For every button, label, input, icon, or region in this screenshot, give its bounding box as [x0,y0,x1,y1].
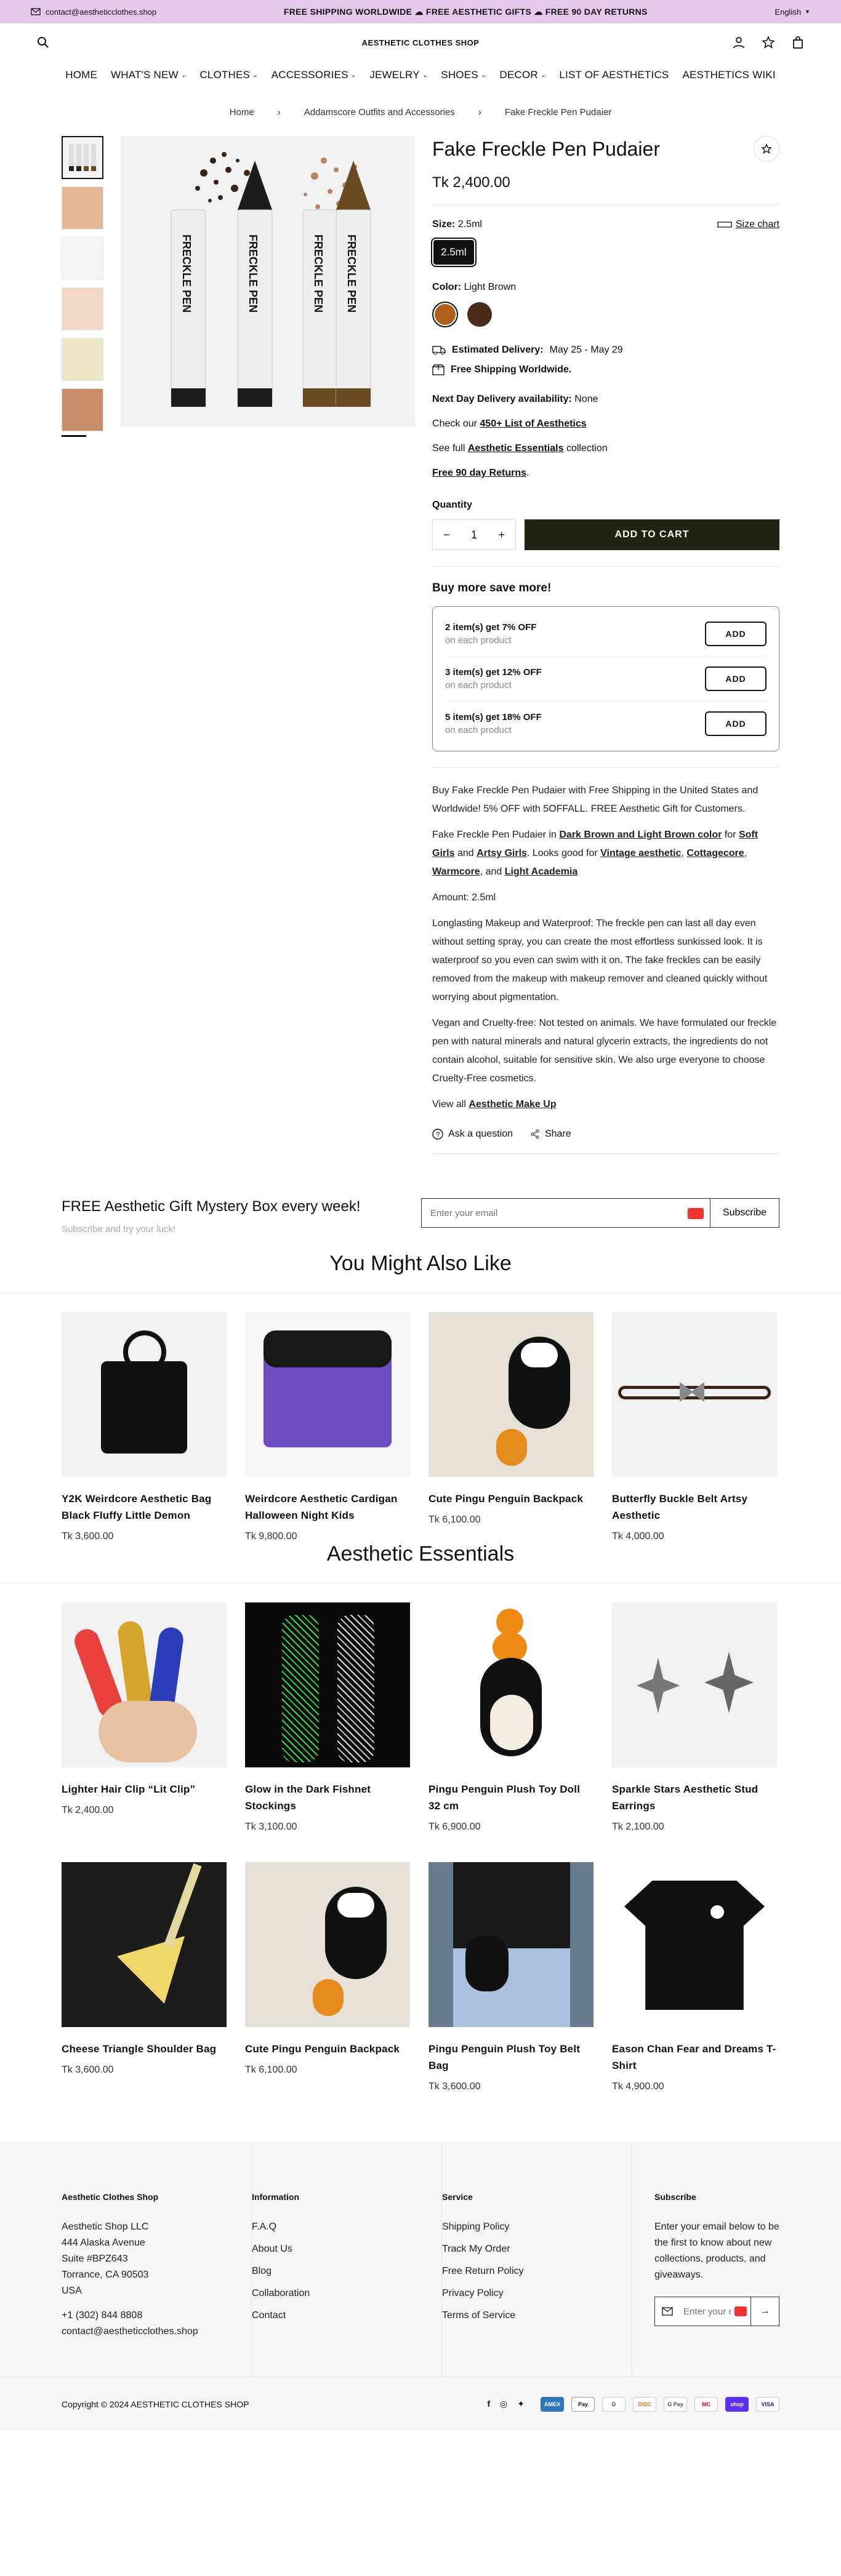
thumbnail-5[interactable] [62,338,103,381]
footer-bottom [0,2377,841,2431]
copyright: Copyright © 2024 AESTHETIC CLOTHES SHOP [62,2399,249,2409]
divider [432,1153,779,1154]
product-card-price: Tk 3,600.00 [62,2065,114,2075]
nav-accessories[interactable]: ACCESSORIES ⌄ [271,69,356,81]
size-option-2-5ml[interactable]: 2.5ml [432,239,475,266]
nav-list-of-aesthetics[interactable]: LIST OF AESTHETICS [559,69,669,81]
product-card-image[interactable] [62,1312,227,1477]
footer-link-faq[interactable]: F.A.Q [252,2222,277,2232]
question-icon [432,1129,443,1140]
footer-company-title: Aesthetic Clothes Shop [62,2192,159,2202]
divider [432,205,779,206]
product-card-image[interactable] [612,1602,777,1767]
product-card-image[interactable] [245,1602,410,1767]
product-card[interactable] [62,1862,227,2092]
product-card-image[interactable] [612,1312,777,1477]
add-to-wishlist-button[interactable] [754,136,779,162]
address-line: 444 Alaska Avenue [62,2238,145,2248]
plus-icon[interactable]: + [498,528,505,541]
truck-icon [432,345,446,355]
breadcrumb-home[interactable]: Home [229,107,254,118]
bundle-title: Buy more save more! [432,582,552,594]
amex-icon: AMEX [541,2397,564,2412]
thumbnail-1[interactable] [62,136,103,179]
estimated-delivery-label: Estimated Delivery: [452,345,544,355]
address-line: Torrance, CA 90503 [62,2270,149,2280]
footer-phone[interactable]: +1 (302) 844 8808 [62,2310,143,2321]
product-card-price: Tk 3,100.00 [245,1822,297,1832]
swatch-light-brown[interactable] [432,302,458,327]
product-card[interactable] [245,1862,410,2092]
thumbnail-3[interactable] [62,237,103,280]
bundle-offer-3: 3 item(s) get 12% OFF on each product ADD [445,657,767,702]
description-colors: Fake Freckle Pen Pudaier in Dark Brown and Light Brown color for Soft Girls and Artsy Girls. Looks good for Vintage aesthetic, Cottagecore, Warmcore, and Light Academia [432,830,759,877]
size-chart-text: Size chart [735,219,779,230]
site-header [0,23,841,62]
star-icon [762,144,771,154]
product-card-name[interactable]: Sparkle Stars Aesthetic Stud Earrings [612,1783,759,1812]
footer-company [62,2142,252,2377]
thumbnail-6[interactable] [62,388,103,431]
announcement-bar [0,0,841,23]
ruler-icon [717,221,732,228]
product-card-image[interactable] [245,1862,410,2027]
product-card[interactable] [245,1312,410,1542]
essentials-link[interactable]: Aesthetic Essentials [467,443,564,454]
product-card[interactable] [62,1602,227,1833]
freckle-pen-illustration [121,136,415,426]
newsletter-title: FREE Aesthetic Gift Mystery Box every week! [62,1198,361,1215]
payment-methods [541,2397,779,2412]
footer-service [442,2142,632,2377]
footer-email-input[interactable] [680,2306,734,2317]
address-line: USA [62,2286,82,2296]
related-title: You Might Also Like [329,1252,512,1275]
share-icon [530,1129,540,1139]
chevron-right-icon: › [277,107,281,118]
essentials-line: See full Aesthetic Essentials collection [432,443,608,454]
description-amount: Amount: 2.5ml [432,892,496,903]
nav-aesthetics-wiki[interactable]: AESTHETICS WIKI [682,69,776,81]
product-card[interactable] [612,1862,777,2092]
product-card-price: Tk 4,900.00 [612,2081,664,2092]
arrow-right-icon: → [760,2306,770,2316]
quantity-stepper [432,519,516,550]
footer-email-form [654,2297,779,2326]
footer-service-title: Service [442,2192,473,2202]
product-card-price: Tk 6,100.00 [429,1514,481,1525]
breadcrumb-collection[interactable]: Addamscore Outfits and Accessories [304,107,455,118]
product-card-price: Tk 6,900.00 [429,1822,481,1832]
address-line: Aesthetic Shop LLC [62,2222,149,2232]
artsy-girls-link[interactable]: Artsy Girls [477,848,527,858]
facebook-icon[interactable]: f [487,2399,491,2409]
contact-email-link[interactable] [31,7,156,17]
bundle-offer-5: 5 item(s) get 18% OFF on each product ADD [445,702,767,746]
chevron-down-icon: ▼ [805,9,810,15]
add-to-cart-button[interactable]: ADD TO CART [525,519,779,550]
google-pay-icon: G Pay [664,2397,687,2412]
social-links [487,2399,525,2409]
product-card[interactable] [429,1602,594,1833]
newsletter-banner [0,1198,841,1234]
size-chart-link[interactable] [717,219,779,230]
cottagecore-link[interactable]: Cottagecore [686,848,744,858]
footer-email[interactable]: contact@aestheticclothes.shop [62,2326,198,2337]
product-card-price: Tk 9,800.00 [245,1531,297,1542]
light-academia-link[interactable]: Light Academia [504,866,578,877]
box-icon [432,364,445,375]
product-card-price: Tk 2,100.00 [612,1822,664,1832]
product-description [432,782,779,1114]
chevron-down-icon: ⌄ [540,71,546,79]
newsletter-email-input[interactable] [422,1199,682,1227]
product-card-price: Tk 3,600.00 [429,2081,481,2092]
footer-link-collaboration[interactable]: Collaboration [252,2288,310,2298]
product-card-image[interactable] [245,1312,410,1477]
size-value: 2.5ml [457,219,482,230]
product-card[interactable] [245,1602,410,1833]
wishlist-star-icon[interactable] [762,36,775,49]
site-footer [0,2142,841,2377]
product-card-name[interactable]: Cute Pingu Penguin Backpack [245,2043,400,2055]
warmcore-link[interactable]: Warmcore [432,866,480,877]
product-card-name[interactable]: Cute Pingu Penguin Backpack [429,1493,584,1505]
free-shipping [432,364,779,375]
product-section [0,136,841,1167]
product-card-price: Tk 6,100.00 [245,2065,297,2075]
address-line: Suite #BPZ643 [62,2254,128,2264]
ask-question-button[interactable]: ? Ask a question [432,1129,513,1140]
description-longlasting: Longlasting Makeup and Waterproof: The freckle pen can last all day even without setting spray, you can create the most effortless sunkissed look. It is waterproof so you even can swim with it on. The fake freckles can be easily removed from the makeup with makeup remover and cleaned quickly without worrying about pigmentation. [432,918,768,1002]
description-view-all: View all Aesthetic Make Up [432,1099,557,1110]
soft-girls-link[interactable]: Soft Girls [432,830,759,858]
chevron-down-icon: ⌄ [252,71,258,79]
product-card-image[interactable] [62,1862,227,2027]
footer-link-returns[interactable]: Free Return Policy [442,2266,524,2276]
pen-label-2: FRECKLE PEN [246,234,259,313]
footer-link-blog[interactable]: Blog [252,2266,272,2276]
product-card-name[interactable]: Weirdcore Aesthetic Cardigan Halloween Night Kids [245,1493,398,1521]
product-card-name[interactable]: Pingu Penguin Plush Toy Doll 32 cm [429,1783,581,1812]
quantity-value[interactable]: 1 [471,528,478,541]
language-selector[interactable] [775,7,810,17]
bundle-add-button[interactable]: ADD [705,622,767,646]
product-card-price: Tk 4,000.00 [612,1531,664,1542]
chevron-down-icon: ⌄ [180,71,187,79]
product-price: Tk 2,400.00 [432,174,510,191]
chevron-down-icon: ⌄ [350,71,356,79]
svg-text:?: ? [435,1131,440,1138]
next-day-delivery: Next Day Delivery availability: None [432,394,598,404]
color-link[interactable]: Dark Brown and Light Brown color [559,830,722,840]
apple-pay-icon: Pay [571,2397,595,2412]
pen-label-3: FRECKLE PEN [312,234,324,313]
product-card-name[interactable]: Glow in the Dark Fishnet Stockings [245,1783,371,1812]
product-card-name[interactable]: Pingu Penguin Plush Toy Belt Bag [429,2043,581,2071]
product-info: Fake Freckle Pen Pudaier Tk 2,400.00 Size: 2.5ml Size chart 2.5ml Color: Light Brown Estimated Delivery: May 25 - May 29 Free Shipping Worldwide. Next Day Delivery availability: None Check our 450+ List of Aesthetics See full Aesthetic Essentials collection Free 90 day Returns. Quantity − 1 + ADD TO CART Buy more save more! 2 item(s) get 7% OFF on each product ADD 3 item(s) get 12% OFF on each product ADD 5 item(s) get 18% OFF on each product ADD Buy Fake Freckle Pen Pudaier with Free Shipping in the United States and Worldwide! 5% OFF with 5OFFALL. FREE Aesthetic Gift for Customers. Fake Freckle Pen Pudaier in Dark Brown and Light Brown color for Soft Girls and Artsy Girls. Looks good for Vintage aesthetic, Cottagecore, Warmcore, and Light Academia Amount: 2.5ml Longlasting Makeup and Waterproof: The freckle pen can last all day even without setting spray, you can create the most effortless sunkissed look. It is waterproof so you even can swim with it on. The fake freckles can be easily removed from the makeup with makeup remover and cleaned quickly without worrying about pigmentation. Vegan and Cruelty-free: Not tested on animals. We have formulated our freckle pen with natural minerals and natural glycerin extracts, the ingredients do not contain alcohol, suitable for sensitive skin. We also urge everyone to choose Cruelty-Free cosmetics. View all Aesthetic Make Up ? Ask a question Share [432,136,779,1167]
returns-link[interactable]: Free 90 day Returns [432,468,526,478]
footer-link-privacy[interactable]: Privacy Policy [442,2288,504,2298]
product-card-price: Tk 2,400.00 [62,1805,114,1815]
mastercard-icon: MC [694,2397,718,2412]
vintage-link[interactable]: Vintage aesthetic [600,848,682,858]
nav-shoes[interactable]: SHOES ⌄ [441,69,486,81]
aesthetics-list-line: Check our 450+ List of Aesthetics [432,418,587,429]
product-card[interactable] [612,1602,777,1833]
footer-information [252,2142,442,2377]
product-card-name[interactable]: Eason Chan Fear and Dreams T-Shirt [612,2043,776,2071]
color-value: Light Brown [464,282,517,292]
main-nav [0,62,841,89]
autofill-badge-icon [734,2306,747,2316]
essentials-title: Aesthetic Essentials [326,1542,515,1566]
footer-link-about[interactable]: About Us [252,2244,292,2254]
nav-home[interactable]: HOME [65,69,98,81]
pen-label-1: FRECKLE PEN [180,234,193,313]
promo-text: FREE SHIPPING WORLDWIDE ☁ FREE AESTHETIC GIFTS ☁ FREE 90 DAY RETURNS [283,6,648,17]
footer-subscribe-text: Enter your email below to be the first to know about new collections, products, and giveaways. [654,2222,779,2280]
cart-bag-icon[interactable] [792,36,804,49]
product-card-image[interactable] [62,1602,227,1767]
aesthetics-list-link[interactable]: 450+ List of Aesthetics [480,418,587,429]
diners-icon: D [602,2397,626,2412]
size-label: Size: [432,219,456,230]
instagram-icon[interactable]: ◎ [500,2399,508,2409]
product-card-image[interactable] [429,1602,594,1767]
color-label: Color: [432,282,462,292]
language-label: English [775,7,802,17]
thumbnail-4[interactable] [62,287,103,330]
divider [432,566,779,567]
site-logo[interactable]: AESTHETIC CLOTHES SHOP [361,38,480,47]
footer-link-shipping[interactable]: Shipping Policy [442,2222,510,2232]
swatch-dark-brown[interactable] [467,302,493,327]
share-button[interactable]: Share [530,1129,571,1140]
newsletter-subtitle: Subscribe and try your luck! [62,1224,176,1234]
makeup-link[interactable]: Aesthetic Make Up [469,1099,557,1110]
nav-clothes[interactable]: CLOTHES ⌄ [199,69,258,81]
chevron-down-icon: ⌄ [480,71,486,79]
shop-pay-icon: shop [725,2397,749,2412]
product-main-image[interactable] [121,136,415,426]
account-icon[interactable] [733,36,745,49]
twitter-icon[interactable]: ✦ [517,2399,525,2409]
product-card-image[interactable] [612,1862,777,2027]
contact-email-text: contact@aestheticclothes.shop [46,7,157,17]
newsletter-form [421,1198,779,1228]
mail-icon [655,2307,680,2316]
chevron-right-icon: › [478,107,481,118]
footer-subscribe-button[interactable] [750,2297,779,2326]
breadcrumb [0,107,841,118]
product-card[interactable] [429,1312,594,1542]
free-shipping-text: Free Shipping Worldwide. [451,364,572,375]
discover-icon: DISC [633,2397,656,2412]
description-vegan: Vegan and Cruelty-free: Not tested on animals. We have formulated our freckle pen with natural minerals and natural glycerin extracts, the ingredients do not contain alcohol, suitable for sensitive skin. We also urge everyone to choose Cruelty-Free cosmetics. [432,1018,777,1084]
estimated-delivery [432,345,779,356]
footer-link-contact[interactable]: Contact [252,2310,286,2321]
product-title: Fake Freckle Pen Pudaier [432,137,660,160]
footer-link-terms[interactable]: Terms of Service [442,2310,516,2321]
color-swatches [432,302,779,327]
pen-label-4: FRECKLE PEN [345,234,358,313]
estimated-delivery-value: May 25 - May 29 [549,345,623,355]
search-icon[interactable] [37,36,49,49]
quantity-label: Quantity [432,500,472,510]
footer-subscribe-title: Subscribe [654,2192,696,2202]
product-card-name[interactable]: Cheese Triangle Shoulder Bag [62,2043,217,2055]
visa-icon: VISA [756,2397,779,2412]
product-card[interactable] [612,1312,777,1542]
bundle-offers [432,606,779,751]
footer-information-title: Information [252,2192,299,2202]
bundle-add-button[interactable]: ADD [705,666,767,691]
related-products-grid [0,1293,841,1542]
bundle-add-button[interactable]: ADD [705,711,767,736]
chevron-down-icon: ⌄ [422,71,428,79]
minus-icon[interactable]: − [443,528,450,541]
nav-whats-new[interactable]: WHAT'S NEW ⌄ [111,69,187,81]
product-card-price: Tk 3,600.00 [62,1531,114,1542]
footer-link-track-order[interactable]: Track My Order [442,2244,510,2254]
autofill-badge-icon [688,1208,704,1219]
subscribe-button[interactable]: Subscribe [710,1199,779,1227]
nav-decor[interactable]: DECOR ⌄ [499,69,546,81]
product-card-image[interactable] [429,1862,594,2027]
bundle-offer-2: 2 item(s) get 7% OFF on each product ADD [445,612,767,657]
breadcrumb-current: Fake Freckle Pen Pudaier [504,107,612,118]
product-card[interactable] [429,1862,594,2092]
nav-jewelry[interactable]: JEWELRY ⌄ [369,69,428,81]
product-card-image[interactable] [429,1312,594,1477]
thumbnail-list [62,136,106,1167]
mail-icon [31,8,41,15]
description-intro: Buy Fake Freckle Pen Pudaier with Free Shipping in the United States and Worldwide! 5% OFF with 5OFFALL. FREE Aesthetic Gift for Customers. [432,785,759,814]
product-card-name[interactable]: Butterfly Buckle Belt Artsy Aesthetic [612,1493,748,1521]
thumbnail-scroll-indicator [62,435,86,437]
divider [432,767,779,768]
product-card[interactable] [62,1312,227,1542]
product-card-name[interactable]: Y2K Weirdcore Aesthetic Bag Black Fluffy Little Demon [62,1493,212,1521]
essentials-grid [0,1583,841,2092]
footer-subscribe [632,2142,841,2377]
thumbnail-2[interactable] [62,186,103,230]
product-card-name[interactable]: Lighter Hair Clip “Lit Clip” [62,1783,196,1795]
